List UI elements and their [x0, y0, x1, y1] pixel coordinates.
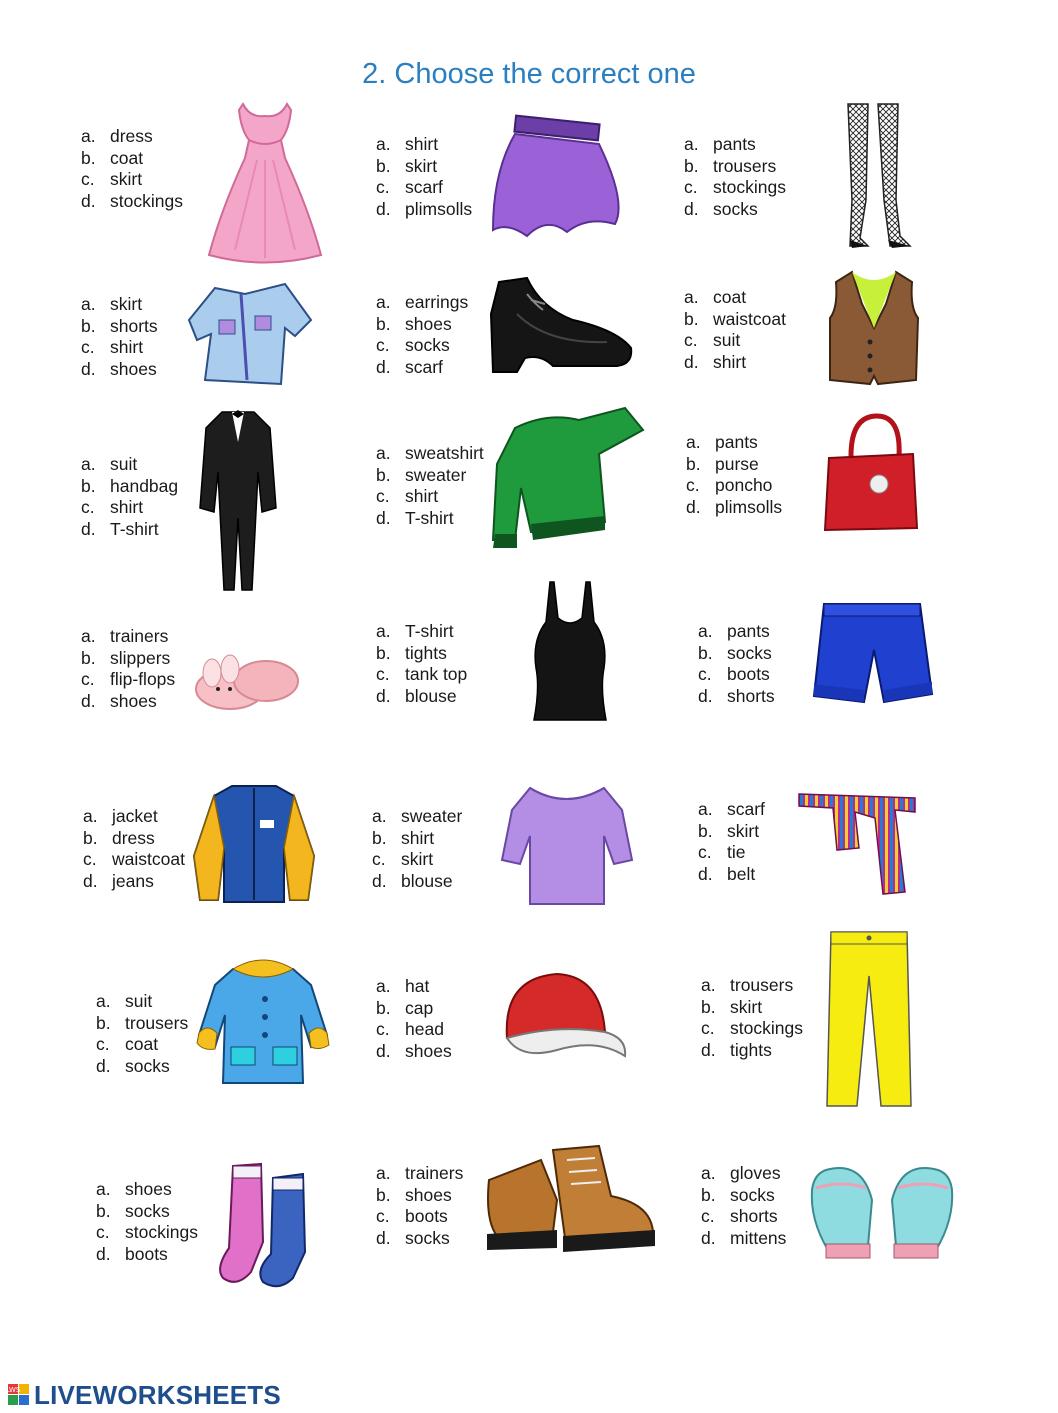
option-c[interactable]: c. head: [376, 1019, 444, 1039]
option-b[interactable]: b. trousers: [96, 1012, 189, 1033]
option-a[interactable]: a. jacket: [83, 806, 158, 826]
options-q18: [701, 975, 803, 1061]
option-a[interactable]: a. pants: [686, 432, 758, 452]
option-a[interactable]: a. dress: [81, 126, 153, 146]
option-b[interactable]: b. skirt: [376, 155, 438, 176]
options-q19: [96, 1179, 198, 1265]
shorts-picture: [810, 600, 935, 708]
option-a[interactable]: a. earrings: [376, 292, 469, 312]
option-b[interactable]: b. tights: [376, 642, 447, 663]
option-b[interactable]: b. trousers: [684, 155, 777, 176]
footer-branding: [5, 1379, 281, 1410]
boots-picture: [483, 1140, 658, 1255]
options-q16: [96, 991, 188, 1077]
page-title: 2. Choose the correct one: [362, 58, 696, 90]
option-c[interactable]: c. tank top: [376, 664, 468, 684]
option-b[interactable]: b. dress: [83, 827, 155, 848]
option-c[interactable]: c. coat: [96, 1034, 159, 1054]
option-a[interactable]: a. skirt: [81, 294, 143, 314]
blouse-picture: [500, 780, 635, 910]
waistcoat-picture: [826, 268, 921, 386]
option-d[interactable]: d. blouse: [372, 870, 453, 891]
options-q11: [376, 621, 467, 707]
sweater-picture: [487, 404, 647, 552]
tank-top-picture: [530, 578, 610, 723]
option-a[interactable]: a. sweater: [372, 806, 463, 826]
option-d[interactable]: d. plimsolls: [686, 496, 783, 517]
option-c[interactable]: c. poncho: [686, 475, 773, 495]
option-d[interactable]: d. socks: [96, 1055, 170, 1076]
option-d[interactable]: d. shoes: [81, 690, 157, 711]
options-q5: [376, 292, 468, 378]
option-b[interactable]: b. waistcoat: [684, 308, 786, 329]
option-d[interactable]: d. shoes: [81, 358, 157, 379]
option-d[interactable]: d. belt: [698, 863, 756, 884]
option-c[interactable]: c. socks: [376, 335, 450, 355]
option-b[interactable]: b. socks: [96, 1200, 170, 1221]
option-d[interactable]: d. stockings: [81, 190, 183, 211]
option-a[interactable]: a. pants: [698, 621, 770, 641]
option-c[interactable]: c. shirt: [81, 337, 144, 357]
option-c[interactable]: c. boots: [698, 664, 770, 684]
options-q12: [698, 621, 775, 707]
option-a[interactable]: a. coat: [684, 287, 747, 307]
option-d[interactable]: d. scarf: [376, 356, 443, 377]
option-c[interactable]: c. shirt: [81, 497, 144, 517]
handbag-picture: [821, 410, 921, 534]
option-a[interactable]: a. T-shirt: [376, 621, 454, 641]
option-b[interactable]: b. handbag: [81, 475, 179, 496]
option-c[interactable]: c. stockings: [96, 1222, 198, 1242]
coat-picture: [193, 955, 333, 1087]
option-d[interactable]: d. T-shirt: [376, 507, 454, 528]
shirt-picture: [185, 280, 315, 390]
options-q10: [81, 626, 175, 712]
option-b[interactable]: b. cap: [376, 997, 434, 1018]
option-b[interactable]: b. shorts: [81, 315, 158, 336]
options-q21: [701, 1163, 786, 1249]
option-c[interactable]: c. shorts: [701, 1206, 778, 1226]
option-a[interactable]: a. pants: [684, 134, 756, 154]
options-q4: [81, 294, 158, 380]
options-q14: [372, 806, 462, 892]
options-q8: [376, 443, 484, 529]
skirt-picture: [487, 112, 627, 242]
option-c[interactable]: c. boots: [376, 1206, 448, 1226]
options-q9: [686, 432, 782, 518]
option-d[interactable]: d. mittens: [701, 1227, 787, 1248]
option-b[interactable]: b. socks: [698, 642, 772, 663]
option-b[interactable]: b. shirt: [372, 827, 435, 848]
option-a[interactable]: a. trousers: [701, 975, 794, 995]
scarf-picture: [795, 788, 920, 898]
option-a[interactable]: a. trainers: [376, 1163, 464, 1183]
cap-picture: [497, 968, 629, 1068]
option-d[interactable]: d. socks: [684, 198, 758, 219]
options-q6: [684, 287, 786, 373]
option-b[interactable]: b. coat: [81, 147, 144, 168]
option-a[interactable]: a. shoes: [96, 1179, 172, 1199]
option-b[interactable]: b. purse: [686, 453, 759, 474]
option-c[interactable]: c. stockings: [701, 1018, 803, 1038]
option-d[interactable]: d. shorts: [698, 685, 775, 706]
option-d[interactable]: d. plimsolls: [376, 198, 473, 219]
options-q2: [376, 134, 472, 220]
options-q7: [81, 454, 178, 540]
option-c[interactable]: c. suit: [684, 330, 741, 350]
option-b[interactable]: b. shoes: [376, 313, 452, 334]
options-q20: [376, 1163, 463, 1249]
option-c[interactable]: c. flip-flops: [81, 669, 176, 689]
option-b[interactable]: b. skirt: [698, 820, 760, 841]
liveworksheets-logo-icon: [5, 1384, 30, 1406]
options-q17: [376, 976, 452, 1062]
slippers-picture: [190, 645, 302, 715]
options-q3: [684, 134, 786, 220]
option-d[interactable]: d. socks: [376, 1227, 450, 1248]
option-b[interactable]: b. shoes: [376, 1184, 452, 1205]
option-d[interactable]: d. jeans: [83, 870, 154, 891]
option-c[interactable]: c. tie: [698, 842, 746, 862]
option-b[interactable]: b. sweater: [376, 464, 467, 485]
option-c[interactable]: c. skirt: [372, 849, 434, 869]
option-a[interactable]: a. hat: [376, 976, 430, 996]
option-a[interactable]: a. trainers: [81, 626, 169, 646]
brand-name[interactable]: LIVEWORKSHEETS: [34, 1379, 281, 1410]
option-b[interactable]: b. skirt: [701, 996, 763, 1017]
option-c[interactable]: c. scarf: [376, 177, 443, 197]
option-c[interactable]: c. stockings: [684, 177, 786, 197]
option-a[interactable]: a. suit: [81, 454, 138, 474]
suit-picture: [198, 408, 278, 593]
socks-picture: [213, 1160, 323, 1290]
jacket-picture: [190, 782, 318, 908]
option-d[interactable]: d. T-shirt: [81, 518, 159, 539]
option-a[interactable]: a. suit: [96, 991, 153, 1011]
trousers-picture: [823, 928, 915, 1110]
shoe-picture: [487, 274, 637, 374]
stockings-picture: [838, 100, 913, 250]
option-d[interactable]: d. tights: [701, 1039, 772, 1060]
option-a[interactable]: a. gloves: [701, 1163, 781, 1183]
option-c[interactable]: c. waistcoat: [83, 849, 185, 869]
options-q13: [83, 806, 185, 892]
options-q15: [698, 799, 765, 885]
option-a[interactable]: a. shirt: [376, 134, 439, 154]
option-c[interactable]: c. shirt: [376, 486, 439, 506]
options-q1: [81, 126, 183, 212]
dress-picture: [205, 100, 325, 265]
option-d[interactable]: d. boots: [96, 1243, 168, 1264]
option-b[interactable]: b. slippers: [81, 647, 171, 668]
option-d[interactable]: d. shirt: [684, 351, 747, 372]
option-b[interactable]: b. socks: [701, 1184, 775, 1205]
option-a[interactable]: a. sweatshirt: [376, 443, 484, 463]
mittens-picture: [806, 1160, 958, 1270]
option-d[interactable]: d. shoes: [376, 1040, 452, 1061]
option-c[interactable]: c. skirt: [81, 169, 143, 189]
option-d[interactable]: d. blouse: [376, 685, 457, 706]
option-a[interactable]: a. scarf: [698, 799, 765, 819]
svg-text:LWS: LWS: [5, 1386, 21, 1394]
